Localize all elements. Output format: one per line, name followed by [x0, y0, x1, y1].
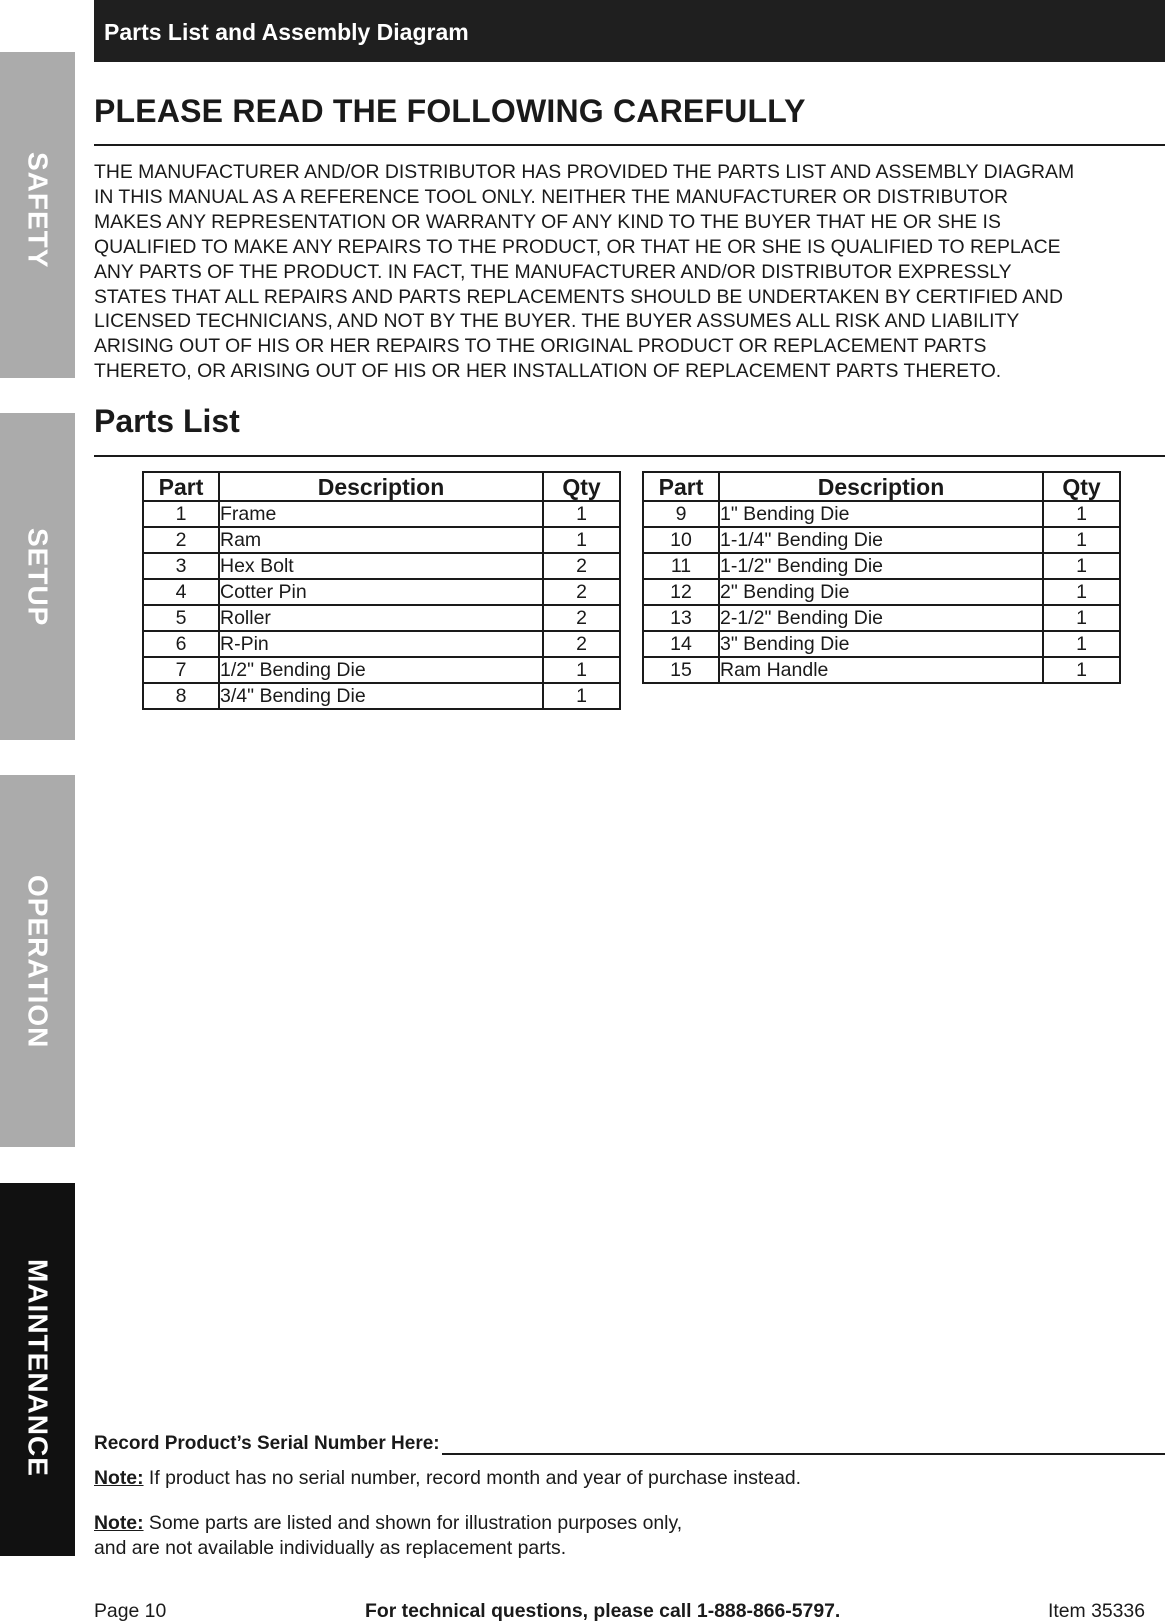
serial-number-label: Record Product’s Serial Number Here: — [94, 1433, 440, 1454]
part-description: 1-1/4" Bending Die — [719, 527, 1043, 553]
column-header-part: Part — [643, 472, 719, 501]
disclaimer-line: MAKES ANY REPRESENTATION OR WARRANTY OF ANY KIND TO THE BUYER THAT HE OR SHE IS — [94, 210, 1001, 233]
item-number: Item 35336 — [1047, 1600, 1145, 1622]
serial-number-record — [94, 1433, 1165, 1455]
note-serial — [94, 1466, 801, 1491]
part-description: 1-1/2" Bending Die — [719, 553, 1043, 579]
table-row — [143, 605, 620, 631]
column-header-qty: Qty — [1043, 472, 1120, 501]
part-description: Frame — [219, 501, 543, 527]
part-qty: 1 — [543, 527, 620, 553]
part-qty: 1 — [1043, 501, 1120, 527]
tab-safety-label: SAFETY — [22, 152, 54, 269]
part-description: 2-1/2" Bending Die — [719, 605, 1043, 631]
part-description: Hex Bolt — [219, 553, 543, 579]
part-number: 1 — [143, 501, 219, 527]
part-qty: 1 — [1043, 527, 1120, 553]
part-number: 14 — [643, 631, 719, 657]
table-row — [643, 605, 1120, 631]
column-header-description: Description — [219, 472, 543, 501]
table-row — [643, 631, 1120, 657]
disclaimer-line: ANY PARTS OF THE PRODUCT. IN FACT, THE MANUFACTURER AND/OR DISTRIBUTOR EXPRESSLY — [94, 260, 1012, 283]
table-row — [643, 657, 1120, 683]
part-qty: 2 — [543, 631, 620, 657]
disclaimer-line: STATES THAT ALL REPAIRS AND PARTS REPLACEMENTS SHOULD BE UNDERTAKEN BY CERTIFIED AND — [94, 285, 1064, 308]
part-qty: 1 — [543, 683, 620, 709]
part-qty: 1 — [1043, 553, 1120, 579]
part-number: 5 — [143, 605, 219, 631]
part-number: 4 — [143, 579, 219, 605]
page-number: Page 10 — [94, 1600, 167, 1622]
section-header-bar — [94, 0, 1165, 62]
table-header-row — [143, 472, 620, 501]
disclaimer-line: LICENSED TECHNICIANS, AND NOT BY THE BUYER. THE BUYER ASSUMES ALL RISK AND LIABILITY — [94, 310, 1020, 333]
part-description: 1" Bending Die — [719, 501, 1043, 527]
disclaimer-line: THE MANUFACTURER AND/OR DISTRIBUTOR HAS PROVIDED THE PARTS LIST AND ASSEMBLY DIAGRAM — [94, 161, 1075, 183]
disclaimer-line: THERETO, OR ARISING OUT OF HIS OR HER INSTALLATION OF REPLACEMENT PARTS THERETO. — [94, 360, 1002, 383]
part-qty: 2 — [543, 579, 620, 605]
table-row — [143, 683, 620, 709]
part-description: Cotter Pin — [219, 579, 543, 605]
tech-support-line: For technical questions, please call 1-888-866-5797. — [365, 1600, 841, 1622]
tab-maintenance — [0, 1183, 75, 1556]
section-title: Parts List and Assembly Diagram — [104, 19, 469, 45]
part-qty: 1 — [1043, 579, 1120, 605]
part-number: 10 — [643, 527, 719, 553]
part-description: Roller — [219, 605, 543, 631]
column-header-description: Description — [719, 472, 1043, 501]
part-number: 11 — [643, 553, 719, 579]
table-header-row — [643, 472, 1120, 501]
notice-heading: PLEASE READ THE FOLLOWING CAREFULLY — [94, 93, 806, 129]
table-row — [143, 579, 620, 605]
disclaimer-line: QUALIFIED TO MAKE ANY REPAIRS TO THE PRODUCT, OR THAT HE OR SHE IS QUALIFIED TO REPLACE — [94, 235, 1061, 258]
parts-table-left — [142, 471, 621, 710]
part-qty: 2 — [543, 605, 620, 631]
part-number: 9 — [643, 501, 719, 527]
heading-rule — [94, 144, 1165, 146]
table-row — [643, 553, 1120, 579]
tab-operation-label: OPERATION — [22, 875, 54, 1049]
disclaimer-line: ARISING OUT OF HIS OR HER REPAIRS TO THE ORIGINAL PRODUCT OR REPLACEMENT PARTS — [94, 335, 987, 358]
note-text: If product has no serial number, record month and year of purchase instead. — [143, 1467, 802, 1489]
note-text: and are not available individually as replacement parts. — [94, 1537, 567, 1559]
parts-list-heading: Parts List — [94, 403, 240, 439]
part-number: 13 — [643, 605, 719, 631]
part-qty: 1 — [543, 501, 620, 527]
column-header-part: Part — [143, 472, 219, 501]
tab-operation — [0, 775, 75, 1147]
part-description: Ram Handle — [719, 657, 1043, 683]
tab-safety — [0, 52, 75, 378]
table-row — [143, 527, 620, 553]
part-description: 3" Bending Die — [719, 631, 1043, 657]
note-text: Some parts are listed and shown for illustration purposes only, — [143, 1512, 683, 1534]
part-description: 2" Bending Die — [719, 579, 1043, 605]
serial-number-line — [442, 1433, 1165, 1455]
tab-setup — [0, 413, 75, 740]
tab-setup-label: SETUP — [22, 528, 54, 627]
part-number: 15 — [643, 657, 719, 683]
table-row — [143, 553, 620, 579]
note-label: Note: — [94, 1467, 144, 1489]
table-row — [643, 501, 1120, 527]
table-row — [143, 657, 620, 683]
table-row — [143, 501, 620, 527]
disclaimer-line: IN THIS MANUAL AS A REFERENCE TOOL ONLY. NEITHER THE MANUFACTURER OR DISTRIBUTOR — [94, 185, 1009, 208]
part-number: 7 — [143, 657, 219, 683]
heading-rule — [94, 455, 1165, 457]
part-description: Ram — [219, 527, 543, 553]
parts-table-right — [642, 471, 1121, 684]
column-header-qty: Qty — [543, 472, 620, 501]
note-label: Note: — [94, 1512, 144, 1534]
table-row — [643, 579, 1120, 605]
part-description: R-Pin — [219, 631, 543, 657]
part-number: 12 — [643, 579, 719, 605]
part-number: 6 — [143, 631, 219, 657]
part-description: 3/4" Bending Die — [219, 683, 543, 709]
part-qty: 1 — [1043, 605, 1120, 631]
note-illustration — [94, 1511, 794, 1561]
part-qty: 1 — [1043, 631, 1120, 657]
part-number: 2 — [143, 527, 219, 553]
table-row — [143, 631, 620, 657]
tab-maintenance-label: MAINTENANCE — [22, 1259, 54, 1477]
part-description: 1/2" Bending Die — [219, 657, 543, 683]
part-number: 3 — [143, 553, 219, 579]
part-qty: 1 — [543, 657, 620, 683]
table-row — [643, 527, 1120, 553]
disclaimer-text — [94, 160, 1160, 384]
part-qty: 1 — [1043, 657, 1120, 683]
part-qty: 2 — [543, 553, 620, 579]
part-number: 8 — [143, 683, 219, 709]
